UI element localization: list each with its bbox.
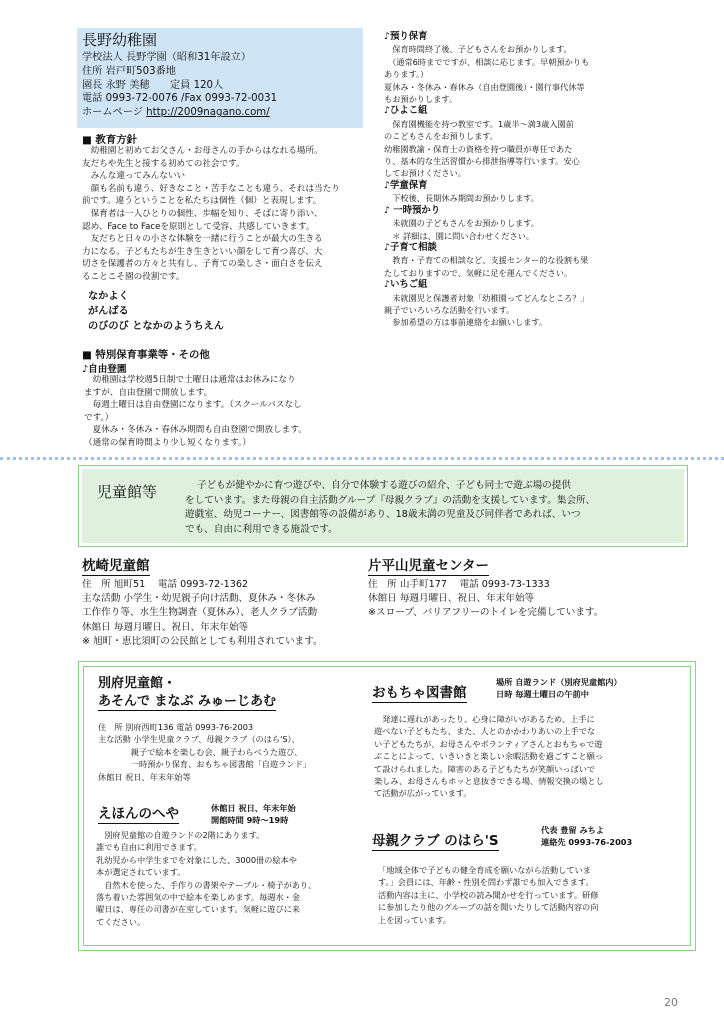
makurazaki-title-text: 枕崎児童館 bbox=[82, 558, 150, 574]
hahaoya-contact-block bbox=[541, 824, 632, 849]
motto bbox=[88, 289, 224, 334]
section-line: 幼稚園教諭・保育士の資格を持つ職員が専任であた bbox=[384, 143, 573, 154]
section-line: 未就園児と保護者対象「幼稚園ってどんなところ？」 bbox=[384, 292, 589, 303]
omocha-line: て活動が広がっています。 bbox=[374, 788, 472, 799]
hahaoya-title-text: 母親クラブ のはら'S bbox=[372, 833, 499, 849]
ehon-title-text: えほんのへや bbox=[98, 806, 179, 822]
info-line: ※ 旭町・恵比須町の公民館としても利用されています。 bbox=[82, 635, 323, 647]
omocha-date: 日時 毎週土曜日の午前中 bbox=[496, 689, 589, 700]
beppu-address: 住 所 別府西町136 電話 0993-76-2003 bbox=[98, 722, 254, 732]
beppu-closed: 休館日 祝日、年末年始等 bbox=[98, 771, 191, 782]
ehon-line: 曜日は、専任の司書が在室しています。気軽に遊びに来 bbox=[96, 904, 301, 915]
omocha-line: て設けられました。障害のある子どもたちが笑顔いっぱいで bbox=[374, 763, 596, 774]
ehon-line: 乳幼児から中学生までを対象にした、3000冊の絵本や bbox=[96, 854, 297, 865]
section-line: あります。） bbox=[384, 69, 429, 80]
section-line: もお預かりします。 bbox=[384, 94, 458, 105]
section-line: 保育時間終了後、子どもさんをお預かりします。 bbox=[384, 44, 572, 55]
jiyu-line: ますが、自由登園で開放します。 bbox=[84, 387, 213, 398]
makurazaki-title bbox=[82, 554, 150, 574]
beppu-info bbox=[98, 721, 311, 783]
dotted-divider bbox=[0, 457, 724, 460]
section-heading: ♪学童保育 bbox=[384, 179, 428, 191]
omocha-text bbox=[374, 713, 604, 800]
ehon-title bbox=[98, 802, 179, 822]
kindergarten-info bbox=[82, 51, 277, 120]
homepage-label: ホームページ bbox=[82, 107, 147, 119]
section-line: のこどもさんをお預りします。 bbox=[384, 131, 498, 142]
info-line: 学校法人 長野学園（昭和31年設立） bbox=[82, 52, 252, 63]
beppu-activity: 親子で絵本を楽しむ会、親子わらべうた遊び、 bbox=[98, 746, 303, 757]
omocha-title-text: おもちゃ図書館 bbox=[372, 685, 467, 701]
policy-line: みんな違ってみんないい bbox=[82, 171, 186, 182]
hahaoya-line: 活動内容は主に、小学校の読み聞かせを行っています。研修 bbox=[378, 889, 599, 900]
beppu-title-line2-wrap bbox=[98, 693, 276, 711]
jidokan-intro-text bbox=[185, 479, 595, 537]
intro-line: をしています。また母親の自主活動グループ『母親クラブ』の活動を支援しています。集会所、 bbox=[185, 494, 596, 506]
ehon-line: てください。 bbox=[96, 916, 146, 927]
info-line: 住所 岩戸町503番地 bbox=[82, 65, 176, 77]
motto-line: がんばる bbox=[88, 306, 129, 317]
policy-line: 認め、Face to Faceを原則として受容、共感していきます。 bbox=[82, 221, 315, 232]
beppu-activity: 主な活動 小学生児童クラブ、母親クラブ（のはら'S）、 bbox=[98, 734, 300, 745]
hahaoya-text bbox=[378, 864, 598, 926]
omocha-line: 楽しみ、お母さんもホッと息抜きできる場、情報交換の場とし bbox=[374, 776, 604, 787]
policy-line: 力になる。子どもたちが生き生きといい顔をして育つ喜び、大 bbox=[82, 246, 323, 257]
info-line: 住 所 山手町177 電話 0993-73-1333 bbox=[368, 579, 550, 590]
info-line: 園長 永野 美穂 定員 120人 bbox=[82, 79, 224, 91]
info-line: 休館日 毎週月曜日、祝日、年末年始等 bbox=[368, 593, 535, 605]
section-heading: ♪ 一時預かり bbox=[384, 204, 441, 216]
beppu-title-line2: あそんで まなぶ みゅーじあむ bbox=[98, 694, 277, 709]
section-line: 保育園機能を持つ教室です。1歳半～満3歳入園前 bbox=[384, 118, 574, 129]
info-line: 電話 0993-72-0076 /Fax 0993-72-0031 bbox=[82, 93, 278, 105]
jiyu-line: です。） bbox=[84, 412, 114, 423]
omocha-line: 発達に遅れがあったり、心身に障がいがあるため、上手に bbox=[374, 714, 595, 724]
jiyu-line: （通常の保育時間より少し短くなります。） bbox=[84, 437, 251, 448]
jiyu-line: 幼稚園は学校週5日制で土曜日は通常はお休みになり bbox=[84, 375, 296, 385]
section-line: 未就園の子どもさんをお預かりします。 bbox=[384, 218, 539, 229]
hahaoya-contact: 連絡先 0993-76-2003 bbox=[541, 837, 633, 848]
policy-line: 友だちと日々の小さな体験を一緒に行うことが最大の生きる bbox=[82, 234, 323, 245]
section-heading: ♪預り保育 bbox=[384, 31, 428, 42]
jidokan-label: 児童館等 bbox=[97, 483, 158, 501]
ehon-hours bbox=[211, 802, 296, 827]
policy-text bbox=[82, 145, 340, 284]
info-line: 住 所 旭町51 電話 0993-72-1362 bbox=[82, 579, 249, 590]
ehon-line: 誰でも自由に利用できます。 bbox=[96, 842, 202, 853]
right-column bbox=[384, 31, 589, 329]
omocha-line: ぶことによって、いきいきと楽しい余暇活動を過ごすこと願っ bbox=[374, 751, 604, 762]
policy-line: 幼稚園と初めてお父さん・お母さんの手からはなれる場所。 bbox=[82, 146, 323, 156]
intro-line: でも、自由に利用できる施設です。 bbox=[185, 523, 338, 535]
info-line: 主な活動 小学生・幼児親子向け活動、夏休み・冬休み bbox=[82, 593, 316, 605]
hahaoya-line: に参加したり他のグループの話を聞いたりして活動内容の向 bbox=[378, 902, 599, 913]
policy-line: 顔も名前も違う、好きなこと・苦手なことも違う、それは当たり bbox=[82, 183, 340, 194]
hahaoya-line: す。」会員には、年齢・性別を問わず誰でも加入できます。 bbox=[378, 877, 594, 888]
ehon-open-hours: 開館時間 9時～19時 bbox=[211, 815, 289, 826]
info-line: ※スロープ、バリアフリーのトイレを完備しています。 bbox=[368, 607, 604, 619]
omocha-place: 場所 自遊ランド（別府児童館内） bbox=[496, 677, 622, 687]
hahaoya-rep: 代表 豊留 みちよ bbox=[541, 825, 605, 835]
section-line: り、基本的な生活習慣から排泄指導等行います。安心 bbox=[384, 156, 580, 167]
omocha-line: 遊べない子どもたち、また、人とのかかわりあいの上手でな bbox=[374, 726, 596, 737]
beppu-activity: 一時預かり保育、おもちゃ図書館「自遊ランド」 bbox=[98, 759, 311, 770]
jiyu-heading: ♪自由登園 bbox=[82, 364, 127, 375]
policy-line: 前です。違うということを私たちは個性（個）と表現します。 bbox=[82, 196, 322, 207]
omocha-line: い子どもたちが、お母さんやボランティアさんとおもちゃで遊 bbox=[374, 738, 603, 749]
section-line: （通常6時までですが、相談に応じます。早朝預かりも bbox=[384, 56, 590, 67]
section-line: してお預けください。 bbox=[384, 168, 466, 179]
beppu-title-line1: 別府児童館・ bbox=[98, 676, 177, 691]
homepage-row bbox=[82, 106, 277, 120]
kindergarten-title: 長野幼稚園 bbox=[82, 31, 158, 49]
beppu-title bbox=[98, 675, 276, 711]
intro-line: 子どもが健やかに育つ遊びや、自分で体験する遊びの紹介、子ども同士で遊ぶ場の提供 bbox=[197, 480, 571, 491]
info-line: 工作作り等、水生生物調査（夏休み）、老人クラブ活動 bbox=[82, 607, 318, 619]
policy-line: ることこそ園の役割です。 bbox=[82, 271, 185, 282]
jiyu-text bbox=[84, 374, 307, 450]
jiyu-line: 夏休み・冬休み・春休み期間も自由登園で開放します。 bbox=[84, 425, 307, 436]
policy-line: 切さを保護者の方々と共有し、子育ての楽しさ・面白さを伝え bbox=[82, 259, 323, 270]
omocha-title bbox=[372, 681, 467, 701]
katahirayama-title-text: 片平山児童センター bbox=[368, 558, 489, 574]
katahirayama-info bbox=[368, 578, 603, 621]
katahirayama-title bbox=[368, 554, 489, 574]
page-number: 20 bbox=[664, 996, 678, 1009]
ehon-line: 自然木を使った、手作りの書架やテーブル・椅子があり、 bbox=[96, 879, 317, 890]
hahaoya-line: 「地域全体で子どもの健全育成を願いながら活動していま bbox=[378, 865, 591, 875]
section-line: 教育・子育ての相談など、支援センター的な役割も果 bbox=[384, 255, 589, 266]
policy-line: 保育者は一人ひとりの個性、歩幅を知り、そばに寄り添い、 bbox=[82, 208, 323, 219]
section-line: 夏休み・冬休み・春休み（自由登園後）・園行事代休等 bbox=[384, 81, 585, 92]
ehon-line: 本が選定されています。 bbox=[96, 867, 186, 878]
motto-line: なかよく bbox=[88, 291, 129, 302]
ehon-line: 別府児童館の自遊ランドの2階にあります。 bbox=[96, 830, 265, 840]
makurazaki-info bbox=[82, 578, 323, 649]
ehon-closed: 休館日 祝日、年末年始 bbox=[211, 803, 296, 813]
section-line: 下校後、長期休み期間お預かりします。 bbox=[384, 193, 539, 204]
motto-line: のびのび となかのようちえん bbox=[88, 321, 224, 332]
intro-line: 遊戯室、幼児コーナー、図書館等の設備があり、18歳未満の児童及び同伴者であれば、いつ bbox=[185, 509, 581, 520]
jiyu-line: 毎週土曜日は自由登園になります。（スクールバスなし bbox=[84, 400, 302, 411]
policy-heading: ■ 教育方針 bbox=[82, 134, 137, 146]
ehon-text bbox=[96, 829, 316, 928]
section-line: 参加希望の方は事前連絡をお願いします。 bbox=[384, 317, 548, 328]
section-heading: ♪いちご組 bbox=[384, 279, 428, 291]
policy-line: 友だちや先生と接する初めての社会です。 bbox=[82, 158, 245, 169]
info-line: 休館日 毎週月曜日、祝日、年末年始等 bbox=[82, 621, 249, 633]
section-heading: ♪ひよこ組 bbox=[384, 105, 428, 117]
homepage-link[interactable]: http://2009nagano.com/ bbox=[146, 107, 270, 119]
hahaoya-title bbox=[372, 829, 499, 849]
hahaoya-line: 上を図っています。 bbox=[378, 914, 452, 925]
section-heading: ♪子育て相談 bbox=[384, 241, 437, 253]
special-heading: ■ 特別保育事業等・その他 bbox=[82, 349, 210, 361]
section-line: ＊ 詳細は、園に問い合わせください。 bbox=[384, 230, 534, 241]
ehon-line: 落ち着いた雰囲気の中で絵本を楽しめます。毎週水・金 bbox=[96, 892, 301, 903]
section-line: たしておりますので、気軽に足を運んでください。 bbox=[384, 267, 573, 278]
omocha-details bbox=[496, 676, 622, 701]
section-line: 親子でいろいろな活動を行います。 bbox=[384, 304, 515, 315]
